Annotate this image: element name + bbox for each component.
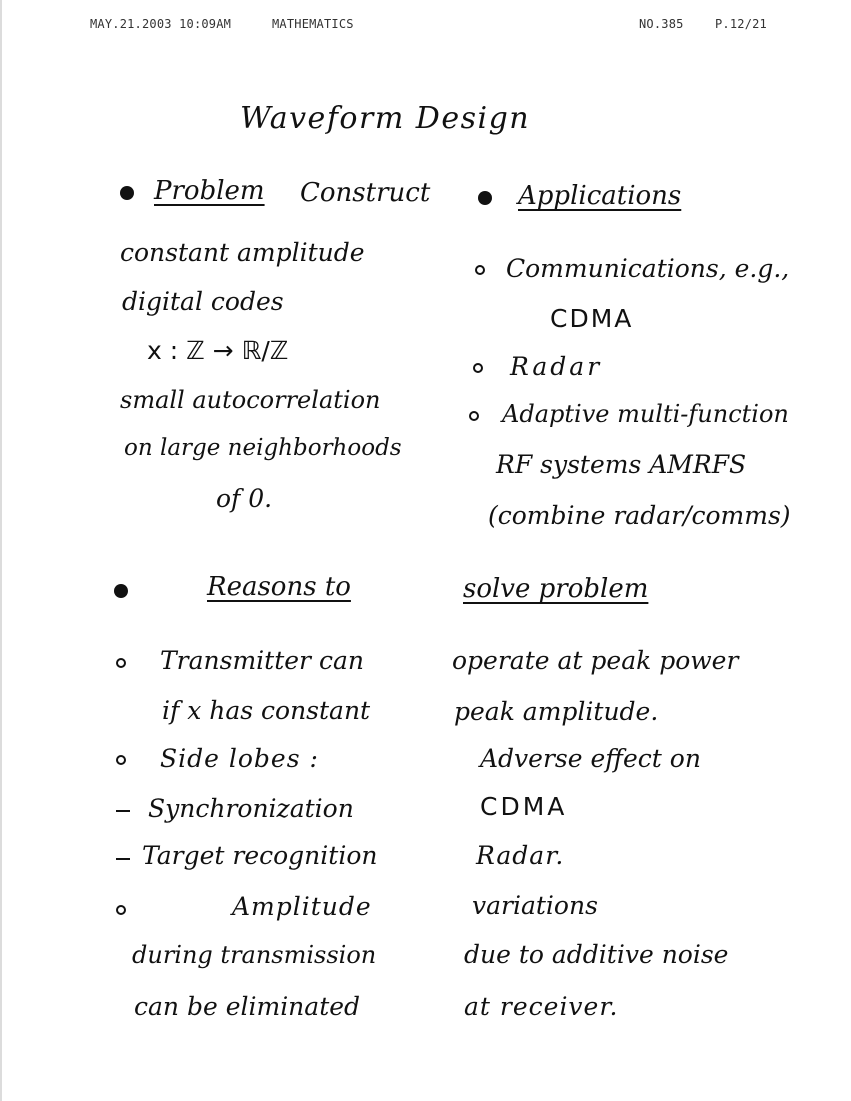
problem-line: small autocorrelation: [120, 386, 381, 414]
fax-page-number: P.12/21: [715, 17, 767, 31]
problem-line: on large neighborhoods: [124, 435, 402, 461]
reasons-right-line: Radar.: [476, 841, 565, 870]
reasons-right-line: CDMA: [480, 792, 568, 821]
reasons-left-line: Amplitude: [232, 892, 372, 921]
problem-lead: Construct: [300, 178, 431, 208]
applications-item: Communications, e.g.,: [506, 254, 790, 283]
reasons-right-line: variations: [472, 891, 598, 920]
reasons-right-line: at receiver.: [464, 992, 619, 1021]
reasons-left-line: Side lobes :: [160, 744, 319, 773]
applications-item-marker: [475, 265, 485, 275]
reasons-bullet: [114, 584, 128, 598]
reasons-heading: Reasons to: [207, 572, 351, 602]
applications-item-sub: (combine radar/comms): [488, 501, 791, 530]
applications-item-marker: [469, 411, 479, 421]
applications-item-sub: RF systems AMRFS: [496, 450, 747, 479]
reasons-dash-marker: [116, 858, 130, 860]
reasons-dash-marker: [116, 810, 130, 812]
page-title: Waveform Design: [240, 101, 531, 136]
applications-heading: Applications: [518, 181, 682, 211]
reasons-right-line: peak amplitude.: [454, 697, 659, 726]
reasons-left-line: if x has constant: [162, 696, 371, 725]
reasons-left-line: during transmission: [132, 941, 377, 969]
reasons-left-line: Target recognition: [142, 841, 378, 870]
problem-bullet: [120, 186, 134, 200]
applications-item: Adaptive multi-function: [502, 400, 789, 428]
reasons-left-line: Synchronization: [148, 794, 354, 823]
fax-number: NO.385: [639, 17, 684, 31]
reasons-right-line: due to additive noise: [464, 940, 729, 969]
applications-item-sub: CDMA: [550, 304, 634, 333]
reasons-item-marker: [116, 905, 126, 915]
reasons-item-marker: [116, 658, 126, 668]
problem-line-formula: x : ℤ → ℝ/ℤ: [147, 336, 289, 365]
problem-line: constant amplitude: [120, 238, 365, 267]
fax-department: MATHEMATICS: [272, 17, 354, 31]
problem-line: digital codes: [122, 287, 284, 316]
applications-item: Radar: [510, 352, 603, 381]
problem-heading: Problem: [154, 176, 265, 206]
reasons-left-line: can be eliminated: [134, 992, 361, 1021]
problem-line: of 0.: [216, 484, 273, 513]
applications-bullet: [478, 191, 492, 205]
reasons-item-marker: [116, 755, 126, 765]
reasons-heading-continued: solve problem: [463, 574, 649, 604]
reasons-right-line: operate at peak power: [452, 646, 739, 675]
reasons-right-line: Adverse effect on: [480, 744, 701, 773]
applications-item-marker: [473, 363, 483, 373]
fax-datetime: MAY.21.2003 10:09AM: [90, 17, 232, 31]
reasons-left-line: Transmitter can: [160, 646, 364, 675]
